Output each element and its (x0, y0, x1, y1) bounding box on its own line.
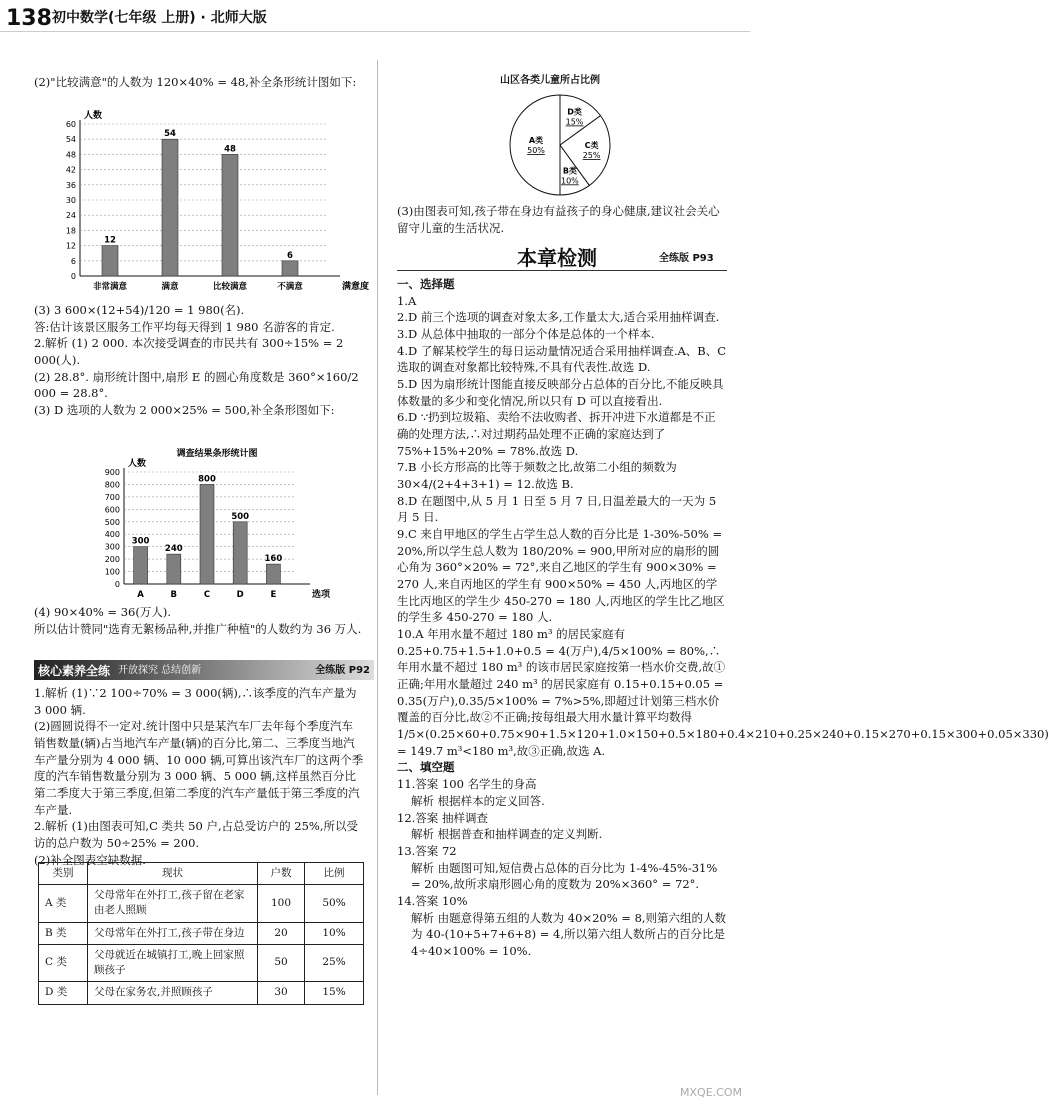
pie-category-label: A类 (528, 136, 544, 145)
y-tick-label: 800 (104, 480, 120, 490)
answer-text: 1.A (397, 293, 417, 308)
chart-title: 调查结果条形统计图 (176, 449, 258, 459)
table-cell: A 类 (39, 885, 88, 922)
answer-text: 3.D 从总体中抽取的一部分个体是总体的一个样本. (397, 327, 655, 342)
answer-text: 所以估计赞同"选育无絮杨品种,并推广种植"的人数约为 36 万人. (34, 621, 362, 636)
chapter-header (397, 244, 727, 270)
answer-text: 7.B 小长方形高的比等于频数之比,故第二小组的频数为 30×4/(2+4+3+1) = 12.故选 B. (397, 460, 677, 492)
answer-text: 6.D ∵扔到垃圾箱、卖给不法收购者、拆开冲进下水道都是不正确的处理方法,∴对过期药品处理不正确的家庭达到了 75%+15%+20% = 78%.故选 D. (397, 410, 716, 458)
answer-text: 11.答案 100 名学生的身高 (397, 777, 537, 792)
data-label: 12 (104, 235, 116, 246)
bar (162, 139, 178, 276)
survey-bar-chart (90, 446, 340, 604)
section-heading: 二、填空题 (397, 760, 455, 775)
bar (200, 484, 214, 584)
pie-category-label: D类 (567, 107, 582, 117)
answer-text: 解析 根据样本的定义回答. (411, 793, 545, 808)
answer-text: 解析 根据普查和抽样调查的定义判断. (411, 827, 603, 842)
pie-category-label: C类 (584, 141, 599, 151)
data-label: 48 (224, 144, 236, 155)
left-block-3 (34, 604, 364, 637)
answer-text: 2.解析 (1) 2 000. 本次接受调查的市民共有 300÷15% = 2 000(人). (34, 336, 344, 368)
answer-text: (2)补全图表空缺数据. (34, 852, 146, 867)
table-cell: D 类 (39, 982, 88, 1004)
y-tick-label: 400 (104, 530, 120, 540)
bar (282, 261, 298, 276)
y-tick-label: 48 (65, 150, 76, 160)
answer-text: 8.D 在题图中,从 5 月 1 日至 5 月 7 日,日温差最大的一天为 5 月 5 日. (397, 493, 717, 525)
answer-text: (2) 28.8°. 扇形统计图中,扇形 E 的圆心角度数是 360°×160/2 000 = 28.8°. (34, 369, 359, 401)
y-tick-label: 30 (65, 196, 76, 205)
y-axis-label: 人数 (84, 111, 103, 121)
bar (233, 522, 247, 584)
data-label: 500 (231, 511, 250, 522)
table-cell: 父母常年在外打工,孩子带在身边 (88, 922, 258, 944)
banner-ref: 全练版 P92 (315, 665, 370, 676)
data-label: 240 (164, 544, 183, 555)
answer-text: 4.D 了解某校学生的每日运动量情况适合采用抽样调查.A、B、C 选取的调查对象都比较特殊,不具有代表性.故选 D. (397, 343, 727, 375)
y-tick-label: 700 (104, 492, 120, 502)
answer-text: (3) 3 600×(12+54)/120 = 1 980(名). (34, 303, 245, 317)
pie-title: 山区各类儿童所占比例 (500, 75, 600, 86)
answer-text: (4) 90×40% = 36(万人). (34, 605, 171, 619)
answer-text: 14.答案 10% (397, 893, 468, 908)
answer-text: 解析 由题图可知,短信费占总体的百分比为 1-4%-45%-31% = 20%,故所求扇形圆心角的度数为 20%×360° = 72°. (411, 860, 718, 892)
y-tick-label: 36 (65, 180, 76, 190)
pie-slice (510, 95, 560, 195)
x-tick-label: A (137, 590, 144, 600)
y-tick-label: 12 (65, 241, 76, 251)
answer-text: 答:估计该景区服务工作平均每天得到 1 980 名游客的肯定. (34, 319, 335, 334)
table-header: 类别 (39, 863, 88, 885)
children-pie-chart (505, 90, 615, 200)
y-tick-label: 900 (104, 468, 120, 477)
x-axis-label: 满意度 (342, 282, 370, 292)
answer-text: 解析 由题意得第五组的人数为 40×20% = 8,则第六组的人数为 40-(10+5+7+6+8) = 4,所以第六组人数所占的百分比是 4÷40×100% = 10%. (411, 910, 727, 958)
bar (167, 554, 181, 584)
answer-text: (2)圆圆说得不一定对.统计图中只是某汽车厂去年每个季度汽车销售数量(辆)占当地汽车产量(辆)的百分比,第二、三季度当地汽车产量分别为 4 000 辆、10 000 辆,可算出该汽车厂的这两个季度的汽车销售数量分别为 3 000 辆、5 000 辆,这样虽然百分比第二季度大于第三季度,但第二季度的汽车产量低于第三季度的汽车产量. (34, 719, 364, 817)
book-title: 初中数学(七年级 上册) · 北师大版 (52, 10, 267, 26)
page-header (0, 0, 750, 30)
header-rule (0, 31, 750, 32)
table-header: 现状 (88, 863, 258, 885)
y-tick-label: 0 (114, 580, 120, 589)
y-tick-label: 500 (104, 517, 120, 527)
answer-text: 9.C 来自甲地区的学生占学生总人数的百分比是 1-30%-50% = 20%,所以学生总人数为 180/20% = 900,甲所对应的扇形的圆心角为 360°×20% = 72°,来自乙地区的学生有 900×30% = 270 人,来自丙地区的学生有 900×50% = 450 人,丙地区的学生比丙地区的学生少 450-270 = 180 人,丙地区的学生比乙地区的学生多 450-270 = 180 人. (397, 527, 725, 625)
chapter-ref: 全练版 P93 (659, 253, 714, 264)
pie-value-label: 10% (560, 176, 579, 186)
right-block-1 (397, 203, 727, 236)
survey-table (38, 862, 364, 1005)
table-cell: 25% (305, 944, 364, 981)
section-heading: 一、选择题 (397, 277, 455, 291)
y-tick-label: 42 (65, 165, 76, 175)
left-para-1 (34, 74, 364, 91)
answer-text: (2)"比较满意"的人数为 120×40% = 48,补全条形统计图如下: (34, 75, 357, 89)
table-cell: 10% (305, 922, 364, 944)
y-tick-label: 300 (104, 542, 120, 552)
table-cell: 50% (305, 885, 364, 922)
table-row (39, 944, 364, 981)
answer-text: 10.A 年用水量不超过 180 m³ 的居民家庭有 0.25+0.75+1.5+1.0+0.5 = 4(万户),4/5×100% = 80%,∴年用水量不超过 180 m³ 的该市居民家庭按第一档水价交费,故①正确;年用水量超过 240 m³ 的居民家庭有 0.15+0.15+0.05 = 0.35(万户),0.35/5×100% = 7%>5%,即超过计划第三档水价覆盖的百分比,故②不正确;按每组最大用水量计算平均数得 1/5×(0.25×60+0.75×90+1.5×120+1.0×150+0.5×180+0.4×210+0.25×240+0.15×270+0.15×300+0.05×330) = 149.7 m³<180 m³,故③正确,故选 A. (397, 627, 1049, 758)
table-cell: C 类 (39, 944, 88, 981)
right-block-2 (397, 276, 1049, 960)
x-tick-label: D (236, 590, 244, 600)
bar (222, 154, 238, 276)
chapter-rule (397, 270, 727, 271)
answer-text: 2.解析 (1)由图表可知,C 类共 50 户,占总受访户的 25%,所以受访的总户数为 50÷25% = 200. (34, 819, 358, 851)
y-tick-label: 18 (65, 226, 76, 236)
table-cell: 父母就近在城镇打工,晚上回家照顾孩子 (88, 944, 258, 981)
x-tick-label: E (270, 590, 277, 600)
pie-value-label: 50% (527, 146, 545, 155)
left-block-2 (34, 302, 364, 419)
y-tick-label: 6 (70, 256, 76, 266)
bar (266, 564, 280, 584)
section-banner (34, 660, 374, 680)
bar (134, 547, 148, 584)
answer-text: 5.D 因为扇形统计图能直接反映部分占总体的百分比,不能反映具体数量的多少和变化情况,所以只有 D 可以直接看出. (397, 377, 724, 408)
answer-text: 13.答案 72 (397, 843, 457, 858)
x-tick-label: 不满意 (277, 282, 303, 292)
answer-text: 2.D 前三个选项的调查对象太多,工作量太大,适合采用抽样调查. (397, 310, 720, 325)
table-header: 户数 (258, 863, 305, 885)
pie-value-label: 15% (565, 117, 584, 127)
table-row (39, 885, 364, 922)
table-cell: 50 (258, 944, 305, 981)
x-tick-label: 满意 (161, 282, 179, 292)
y-tick-label: 24 (65, 211, 76, 221)
banner-subtitle: 开放探究 总结创新 (118, 665, 202, 676)
watermark: MXQE.COM (680, 1086, 742, 1100)
y-tick-label: 60 (65, 120, 76, 129)
x-tick-label: 非常满意 (92, 282, 128, 292)
data-label: 800 (198, 474, 216, 485)
data-label: 6 (287, 250, 293, 261)
chapter-title: 本章检测 (517, 246, 597, 270)
y-tick-label: 200 (104, 555, 120, 565)
banner-title: 核心素养全练 (38, 664, 111, 678)
x-tick-label: B (170, 590, 178, 600)
page-number: 138 (6, 6, 52, 31)
table-cell: 父母常年在外打工,孩子留在老家由老人照顾 (88, 885, 258, 922)
table-cell: 父母在家务农,并照顾孩子 (88, 982, 258, 1004)
x-tick-label: 比较满意 (212, 282, 248, 292)
data-label: 54 (164, 129, 176, 140)
banner-bar (34, 660, 374, 680)
pie-value-label: 25% (582, 151, 601, 161)
table-cell: 100 (258, 885, 305, 922)
y-tick-label: 100 (104, 567, 120, 577)
table-header: 比例 (305, 863, 364, 885)
table-cell: 20 (258, 922, 305, 944)
table-cell: 15% (305, 982, 364, 1004)
answer-text: 1.解析 (1)∵2 100÷70% = 3 000(辆),∴该季度的汽车产量为 3 000 辆. (34, 686, 357, 717)
x-tick-label: C (203, 590, 211, 600)
y-axis-label: 人数 (128, 459, 147, 469)
left-block-4 (34, 685, 364, 868)
table-cell: 30 (258, 982, 305, 1004)
table-row (39, 922, 364, 944)
pie-category-label: B类 (562, 166, 577, 176)
data-label: 160 (264, 554, 283, 565)
table-header-row (39, 863, 364, 885)
answer-text: 12.答案 抽样调查 (397, 810, 488, 825)
bar (102, 246, 118, 276)
y-tick-label: 0 (70, 272, 76, 281)
answer-text: (3) D 选项的人数为 2 000×25% = 500,补全条形图如下: (34, 403, 335, 418)
data-label: 300 (131, 536, 150, 547)
y-tick-label: 54 (65, 135, 76, 145)
x-axis-label: 选项 (312, 590, 331, 600)
answer-text: (3)由图表可知,孩子带在身边有益孩子的身心健康,建议社会关心留守儿童的生活状况. (397, 204, 720, 235)
satisfaction-bar-chart (50, 112, 380, 298)
table-row (39, 982, 364, 1004)
table-cell: B 类 (39, 922, 88, 944)
y-tick-label: 600 (104, 505, 120, 515)
